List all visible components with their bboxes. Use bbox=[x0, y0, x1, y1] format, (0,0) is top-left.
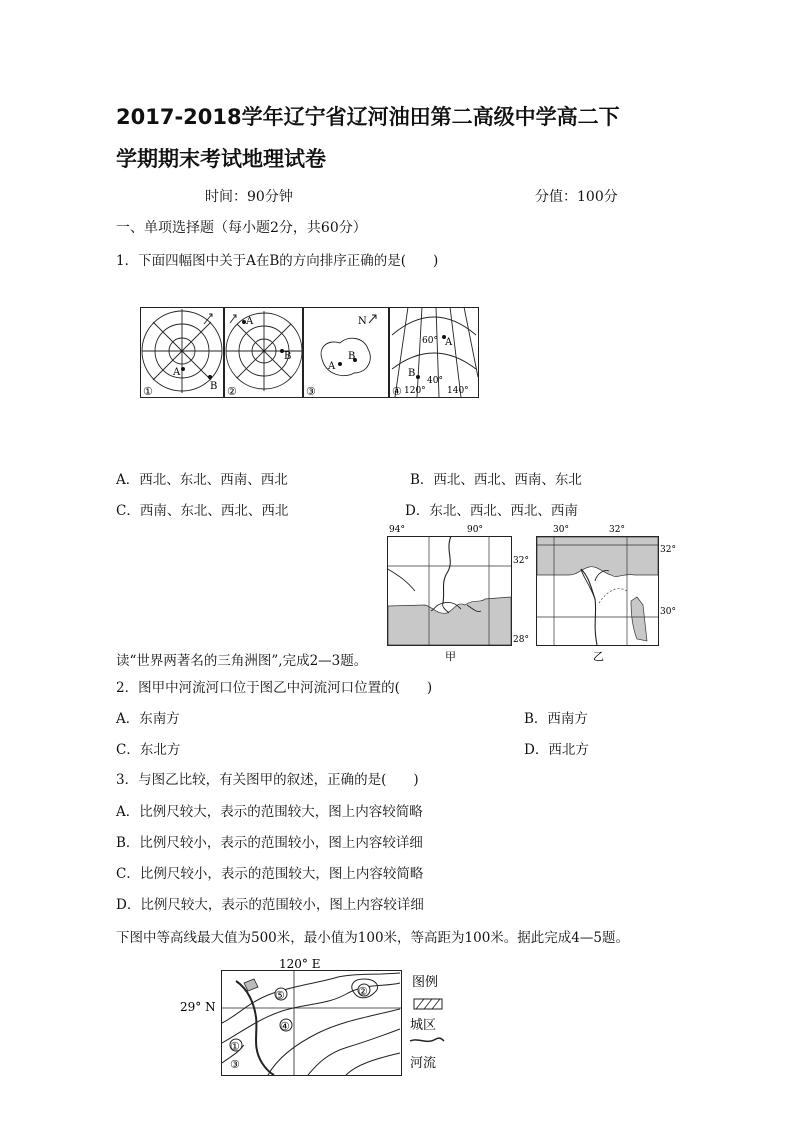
jia-lon-right: 90° bbox=[467, 525, 483, 535]
exam-time: 时间：90分钟 bbox=[205, 189, 293, 205]
q3-option-b[interactable]: B．比例尺较小，表示的范围较小，图上内容较详细 bbox=[116, 835, 423, 851]
delta-maps-figure bbox=[385, 521, 681, 663]
q1-option-b[interactable]: B．西北、西北、西南、东北 bbox=[410, 472, 582, 488]
document-title-line1: 2017-2018学年辽宁省辽河油田第二高级中学高二下 bbox=[116, 105, 620, 129]
question-3-stem: 3．与图乙比较，有关图甲的叙述，正确的是( ) bbox=[116, 772, 419, 788]
q2-option-b[interactable]: B．西南方 bbox=[524, 711, 588, 727]
lon-label: 120° E bbox=[279, 957, 321, 971]
legend-river-icon bbox=[410, 1038, 444, 1041]
yi-lat-top: 32° bbox=[660, 545, 676, 555]
label-b-3: B bbox=[348, 351, 356, 362]
map-yi bbox=[537, 536, 659, 646]
q1-option-a[interactable]: A．西北、东北、西南、西北 bbox=[116, 472, 288, 488]
label-b-4: B bbox=[408, 368, 416, 379]
document-title-line2: 学期期末考试地理试卷 bbox=[116, 147, 326, 171]
mark-1: ① bbox=[230, 1040, 240, 1053]
jia-lon-left: 94° bbox=[389, 525, 405, 535]
lat-40-label: 40° bbox=[427, 376, 443, 386]
q1-option-d[interactable]: D．东北、西北、西北、西南 bbox=[405, 503, 578, 519]
q3-option-c[interactable]: C．比例尺较小，表示的范围较大，图上内容较简略 bbox=[116, 866, 424, 882]
q2-option-a[interactable]: A．东南方 bbox=[116, 711, 180, 727]
jia-lat-bottom: 28° bbox=[513, 635, 529, 645]
intro-questions-4-5: 下图中等高线最大值为500米，最小值为100米，等高距为100米。据此完成4—5题。 bbox=[116, 930, 629, 946]
question-2-stem: 2．图甲中河流河口位于图乙中河流河口位置的( ) bbox=[116, 680, 433, 696]
question-1-stem: 1．下面四幅图中关于A在B的方向排序正确的是( ) bbox=[116, 253, 439, 269]
lat-label: 29° N bbox=[180, 1000, 216, 1014]
north-arrow-icon bbox=[369, 315, 376, 323]
label-a-2: A bbox=[246, 316, 254, 327]
label-a-3: A bbox=[328, 361, 336, 372]
legend-city-label: 城区 bbox=[410, 1018, 437, 1033]
intro-questions-2-3: 读“世界两著名的三角洲图”,完成2—3题。 bbox=[116, 653, 368, 669]
lat-60-label: 60° bbox=[422, 336, 438, 346]
panel-3-number: ③ bbox=[306, 385, 316, 398]
mark-2: ② bbox=[358, 985, 368, 998]
q3-option-d[interactable]: D．比例尺较大，表示的范围较小，图上内容较详细 bbox=[116, 897, 424, 913]
panel-4-number: ④ bbox=[392, 385, 402, 398]
mark-4: ④ bbox=[280, 1020, 290, 1033]
section-heading: 一、单项选择题（每小题2分，共60分） bbox=[116, 220, 367, 236]
legend-title: 图例 bbox=[412, 975, 439, 990]
contour-map-figure bbox=[178, 953, 478, 1079]
q3-option-a[interactable]: A．比例尺较大，表示的范围较大，图上内容较简略 bbox=[116, 804, 423, 820]
yi-lon-left: 30° bbox=[553, 525, 569, 535]
panel-1-number: ① bbox=[143, 385, 153, 398]
yi-lat-bottom: 30° bbox=[660, 607, 676, 617]
jia-lat-top: 32° bbox=[513, 556, 529, 566]
map-jia bbox=[388, 536, 512, 646]
label-b: B bbox=[210, 381, 218, 392]
q1-option-c[interactable]: C．西南、东北、西北、西北 bbox=[116, 503, 289, 519]
lon-120-label: 120° bbox=[404, 386, 426, 396]
yi-lon-right: 32° bbox=[609, 525, 625, 535]
lon-140-label: 140° bbox=[447, 386, 469, 396]
panel-2-number: ② bbox=[227, 385, 237, 398]
mark-3: ③ bbox=[230, 1058, 240, 1071]
q2-option-d[interactable]: D．西北方 bbox=[524, 742, 589, 758]
legend-river-label: 河流 bbox=[410, 1056, 437, 1071]
mark-5: ⑤ bbox=[275, 989, 285, 1002]
q2-option-c[interactable]: C．东北方 bbox=[116, 742, 181, 758]
north-label: N bbox=[358, 316, 367, 327]
jia-caption: 甲 bbox=[445, 650, 456, 663]
yi-caption: 乙 bbox=[593, 650, 604, 663]
label-a-4: A bbox=[445, 337, 453, 348]
label-a: A bbox=[173, 367, 181, 378]
label-b-2: B bbox=[284, 351, 292, 362]
exam-score: 分值：100分 bbox=[535, 189, 618, 205]
q1-direction-figure bbox=[140, 307, 480, 399]
